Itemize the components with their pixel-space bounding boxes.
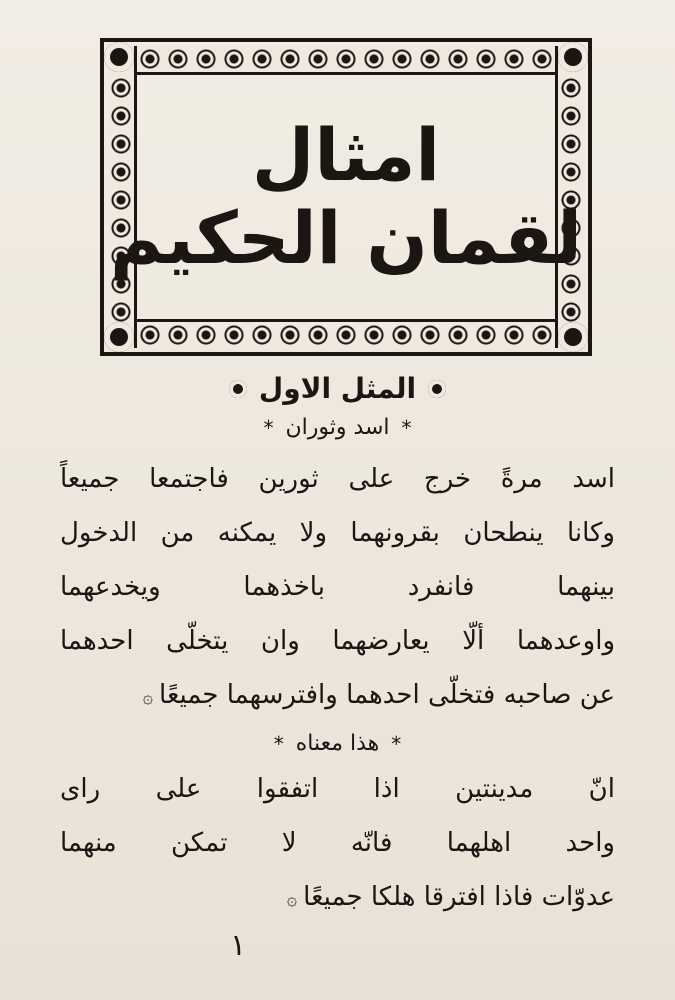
fable-subtitle-text: اسد وثوران	[285, 415, 390, 440]
fable-line	[60, 668, 615, 725]
asterisk-icon: *	[391, 731, 402, 756]
meaning-line	[60, 870, 615, 927]
frame-band-bottom	[108, 319, 584, 348]
end-rosette-icon: ۞	[286, 889, 298, 910]
meaning-line: انّ مدينتين اذا اتفقوا على راى	[60, 774, 615, 804]
fable-line: وكانا ينطحان بقرونهما ولا يمكنه من الدخول	[60, 518, 615, 548]
fable-paragraph	[60, 452, 615, 725]
asterisk-icon: *	[401, 415, 412, 440]
chapter-label: المثل الاول	[258, 372, 417, 405]
end-rosette-icon: ۞	[142, 687, 154, 708]
fable-line: واوعدهما ألّا يعارضهما وان يتخلّى احدهما	[60, 626, 615, 656]
corner-ornament-icon	[558, 322, 588, 352]
meaning-label: هذا معناه	[295, 731, 380, 756]
fable-line-text: عن صاحبه فتخلّى احدهما وافترسهما جميعًا	[159, 680, 615, 710]
fable-line: بينهما فانفرد باخذهما ويخدعهما	[60, 572, 615, 602]
asterisk-icon: *	[263, 415, 274, 440]
meaning-paragraph	[60, 762, 615, 927]
chapter-heading	[60, 372, 615, 405]
meaning-heading	[60, 731, 615, 756]
title-block	[110, 78, 583, 316]
frame-band-top	[108, 46, 584, 75]
corner-ornament-icon	[104, 322, 134, 352]
title-ornamental-frame	[100, 38, 592, 356]
meaning-line-text: عدوّات فاذا افترقا هلكا جميعًا	[303, 882, 615, 912]
title-line-2: لقمان الحكيم	[110, 196, 583, 280]
fable-subtitle	[60, 415, 615, 440]
rosette-icon	[229, 380, 247, 398]
asterisk-icon: *	[273, 731, 284, 756]
meaning-line: واحد اهلهما فانّه لا تمكن منهما	[60, 828, 615, 858]
fable-line: اسد مرةً خرج على ثورين فاجتمعا جميعاً	[60, 464, 615, 494]
rosette-icon	[428, 380, 446, 398]
corner-ornament-icon	[558, 42, 588, 72]
page-number: ١	[230, 928, 247, 963]
page-content	[60, 372, 615, 927]
title-line-1: امثال	[251, 113, 441, 198]
corner-ornament-icon	[104, 42, 134, 72]
